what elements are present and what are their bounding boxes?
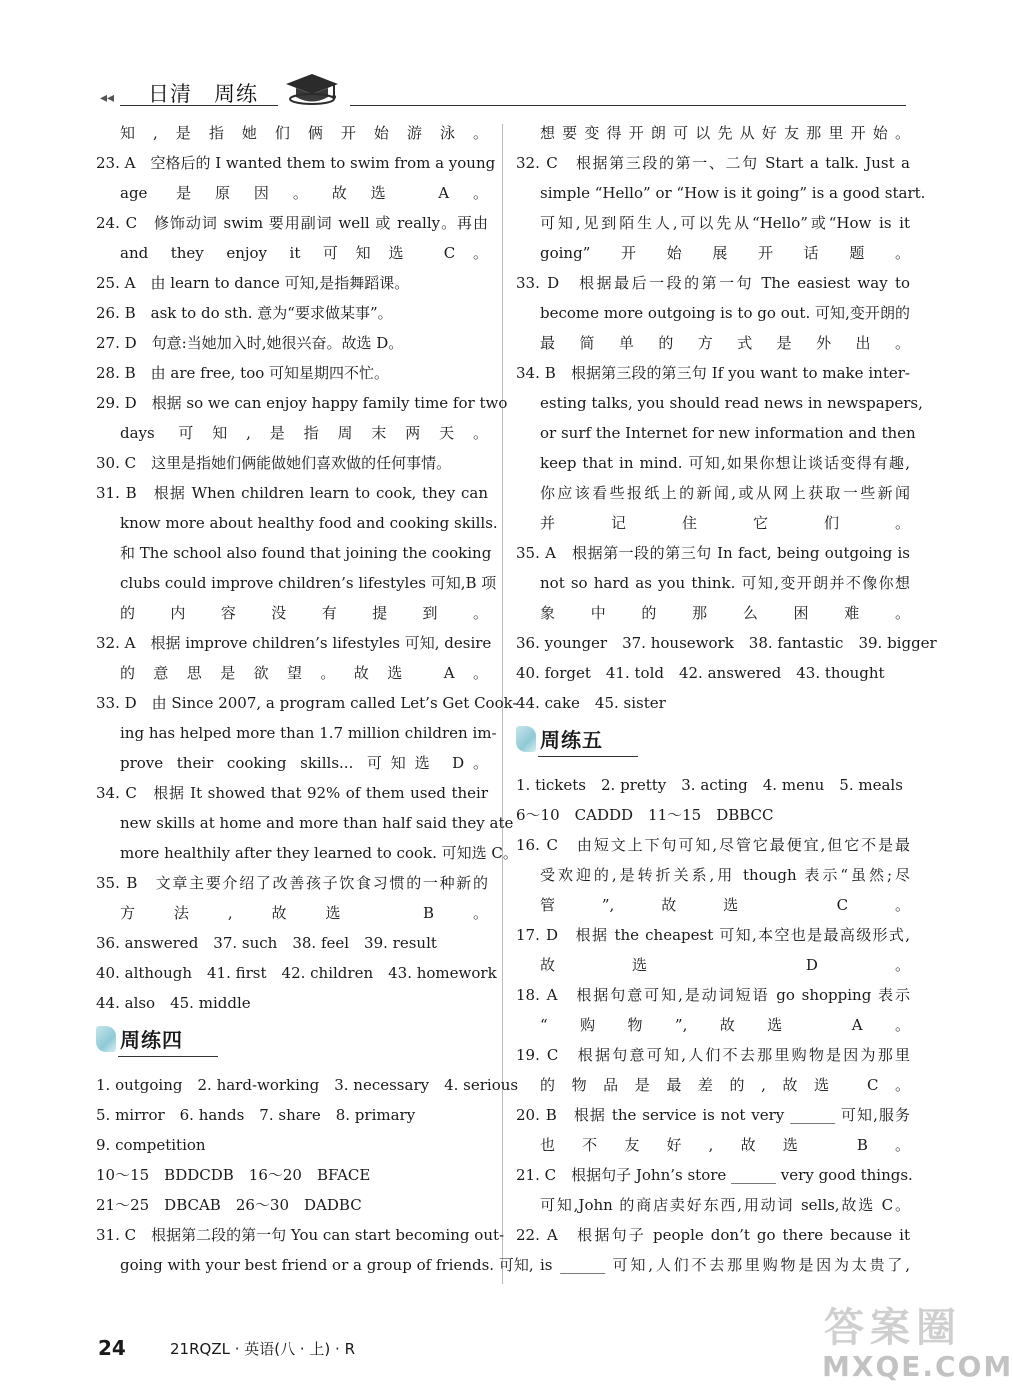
text-line: prove their cooking skills... 可知选 D。 — [120, 754, 488, 772]
page-number: 24 — [98, 1336, 126, 1360]
text-line: keep that in mind. 可知,如果你想让谈话变得有趣, — [540, 454, 910, 472]
text-line: 16. C 由短文上下句可知,尽管它最便宜,但它不是最 — [516, 836, 910, 854]
text-line: 44. also 45. middle — [96, 994, 251, 1012]
section-heading — [96, 1020, 488, 1064]
text-line: 21～25 DBCAB 26～30 DADBC — [96, 1196, 362, 1214]
text-line: 40. although 41. first 42. children 43. homework — [96, 964, 497, 982]
text-line: 的物品是最差的,故选 C。 — [540, 1076, 910, 1094]
text-line: going”开始展开话题。 — [540, 244, 910, 262]
text-line: clubs could improve children’s lifestyles 可知,B 项 — [120, 574, 497, 592]
text-line: 18. A 根据句意可知,是动词短语 go shopping 表示 — [516, 986, 910, 1004]
text-line: 你应该看些报纸上的新闻,或从网上获取一些新闻 — [540, 484, 910, 502]
left-column — [96, 118, 534, 1280]
text-line: 1. tickets 2. pretty 3. acting 4. menu 5. meals — [516, 776, 903, 794]
page-header — [100, 72, 910, 108]
arrow-icon: ◂◂ — [100, 90, 115, 106]
section-marker-icon — [516, 726, 536, 752]
text-line: 最简单的方式是外出。 — [540, 334, 910, 352]
text-line: 21. C 根据句子 John’s store ______ very good things. — [516, 1166, 913, 1184]
text-line: “购物”,故选 A。 — [540, 1016, 910, 1034]
text-line: 35. B 文章主要介绍了改善孩子饮食习惯的一种新的 — [96, 874, 488, 892]
text-line: 31. B 根据 When children learn to cook, they can — [96, 484, 488, 502]
text-line: 33. D 根据最后一段的第一句 The easiest way to — [516, 274, 910, 292]
text-line: 象中的那么困难。 — [540, 604, 910, 622]
text-line: 故选 D。 — [540, 956, 910, 974]
text-line: 31. C 根据第二段的第一句 You can start becoming out- — [96, 1226, 505, 1244]
text-line: 可知,见到陌生人,可以先从“Hello”或“How is it — [540, 214, 910, 232]
text-line: 34. B 根据第三段的第三句 If you want to make inter- — [516, 364, 910, 382]
text-line: 27. D 句意:当她加入时,她很兴奋。故选 D。 — [96, 334, 404, 352]
text-line: 26. B ask to do sth. 意为“要求做某事”。 — [96, 304, 393, 322]
text-line: 25. A 由 learn to dance 可知,是指舞蹈课。 — [96, 274, 410, 292]
text-line: 受欢迎的,是转折关系,用 though 表示“虽然;尽 — [540, 866, 910, 884]
text-line: 9. competition — [96, 1136, 206, 1154]
text-line: 的内容没有提到。 — [120, 604, 488, 622]
graduation-cap-icon — [282, 72, 342, 106]
text-line: 想要变得开朗可以先从好友那里开始。 — [540, 124, 910, 142]
text-line: 1. outgoing 2. hard-working 3. necessary 4. serious — [96, 1076, 519, 1094]
book-code: 21RQZL · 英语(八 · 上) · R — [170, 1340, 355, 1358]
text-line: 29. D 根据 so we can enjoy happy family time for two — [96, 394, 508, 412]
text-line: 20. B 根据 the service is not very ______ 可知,服务 — [516, 1106, 910, 1124]
section-heading — [516, 720, 910, 764]
text-line: or surf the Internet for new information and then — [540, 424, 916, 442]
text-line: more healthily after they learned to cook. 可知选 C。 — [120, 844, 518, 862]
text-line: 5. mirror 6. hands 7. share 8. primary — [96, 1106, 416, 1124]
text-line: 30. C 这里是指她们俩能做她们喜欢做的任何事情。 — [96, 454, 452, 472]
text-line: 可知,John 的商店卖好东西,用动词 sells,故选 C。 — [540, 1196, 910, 1214]
text-line: 32. C 根据第三段的第一、二句 Start a talk. Just a — [516, 154, 910, 172]
text-line: and they enjoy it 可知选 C。 — [120, 244, 488, 262]
answer-list — [96, 1070, 534, 1280]
text-line: new skills at home and more than half said they ate — [120, 814, 514, 832]
text-line: 方法,故选 B。 — [120, 904, 488, 922]
text-line: know more about healthy food and cooking skills. — [120, 514, 498, 532]
text-line: ing has helped more than 1.7 million children im- — [120, 724, 497, 742]
text-line: 28. B 由 are free, too 可知星期四不忙。 — [96, 364, 390, 382]
text-line: 6～10 CADDD 11～15 DBBCC — [516, 806, 774, 824]
text-line: 19. C 根据句意可知,人们不去那里购物是因为那里 — [516, 1046, 910, 1064]
text-line: 36. younger 37. housework 38. fantastic 39. bigger — [516, 634, 937, 652]
text-line: esting talks, you should read news in newspapers, — [540, 394, 923, 412]
text-line: 23. A 空格后的 I wanted them to swim from a young — [96, 154, 496, 172]
section-rule — [538, 756, 638, 757]
text-line: 10～15 BDDCDB 16～20 BFACE — [96, 1166, 371, 1184]
text-line: 34. C 根据 It showed that 92% of them used their — [96, 784, 488, 802]
text-line: is ______ 可知,人们不去那里购物是因为太贵了, — [540, 1256, 910, 1274]
answer-list — [516, 118, 937, 718]
section-title: 周练五 — [540, 728, 603, 752]
watermark-url: MXQE.COM — [822, 1350, 1013, 1383]
text-line: 的意思是欲望。故选 A。 — [120, 664, 488, 682]
text-line: 和 The school also found that joining the cooking — [120, 544, 492, 562]
watermark-text: 答案圈 — [824, 1305, 962, 1351]
section-rule — [118, 1056, 218, 1057]
text-line: 17. D 根据 the cheapest 可知,本空也是最高级形式, — [516, 926, 910, 944]
text-line: days 可知,是指周末两天。 — [120, 424, 488, 442]
text-line: become more outgoing is to go out. 可知,变开朗的 — [540, 304, 910, 322]
text-line: 40. forget 41. told 42. answered 43. thought — [516, 664, 885, 682]
text-line: 并记住它们。 — [540, 514, 910, 532]
text-line: 也不友好,故选 B。 — [540, 1136, 910, 1154]
text-line: 36. answered 37. such 38. feel 39. result — [96, 934, 437, 952]
answer-list — [516, 770, 913, 1280]
text-line: 24. C 修饰动词 swim 要用副词 well 或 really。再由 — [96, 214, 488, 232]
text-line: 44. cake 45. sister — [516, 694, 666, 712]
section-title: 周练四 — [120, 1028, 183, 1052]
text-line: 33. D 由 Since 2007, a program called Let’s Get Cook- — [96, 694, 518, 712]
text-line: not so hard as you think. 可知,变开朗并不像你想 — [540, 574, 910, 592]
text-line: 32. A 根据 improve children’s lifestyles 可知, desire — [96, 634, 492, 652]
text-line: going with your best friend or a group of friends. 可知, — [120, 1256, 534, 1274]
text-line: 22. A 根据句子 people don’t go there because it — [516, 1226, 910, 1244]
text-line: 管”,故选 C。 — [540, 896, 910, 914]
section-marker-icon — [96, 1026, 116, 1052]
right-column — [516, 118, 937, 1280]
text-line: 35. A 根据第一段的第三句 In fact, being outgoing is — [516, 544, 910, 562]
text-line: simple “Hello” or “How is it going” is a good start. — [540, 184, 926, 202]
header-title: 日清 周练 — [148, 82, 258, 106]
watermark-logo — [818, 1292, 1013, 1386]
answer-list — [96, 118, 518, 1018]
header-rule — [350, 105, 906, 106]
text-line: age 是原因。故选 A。 — [120, 184, 488, 202]
text-line: 知,是指她们俩开始游泳。 — [120, 124, 488, 142]
